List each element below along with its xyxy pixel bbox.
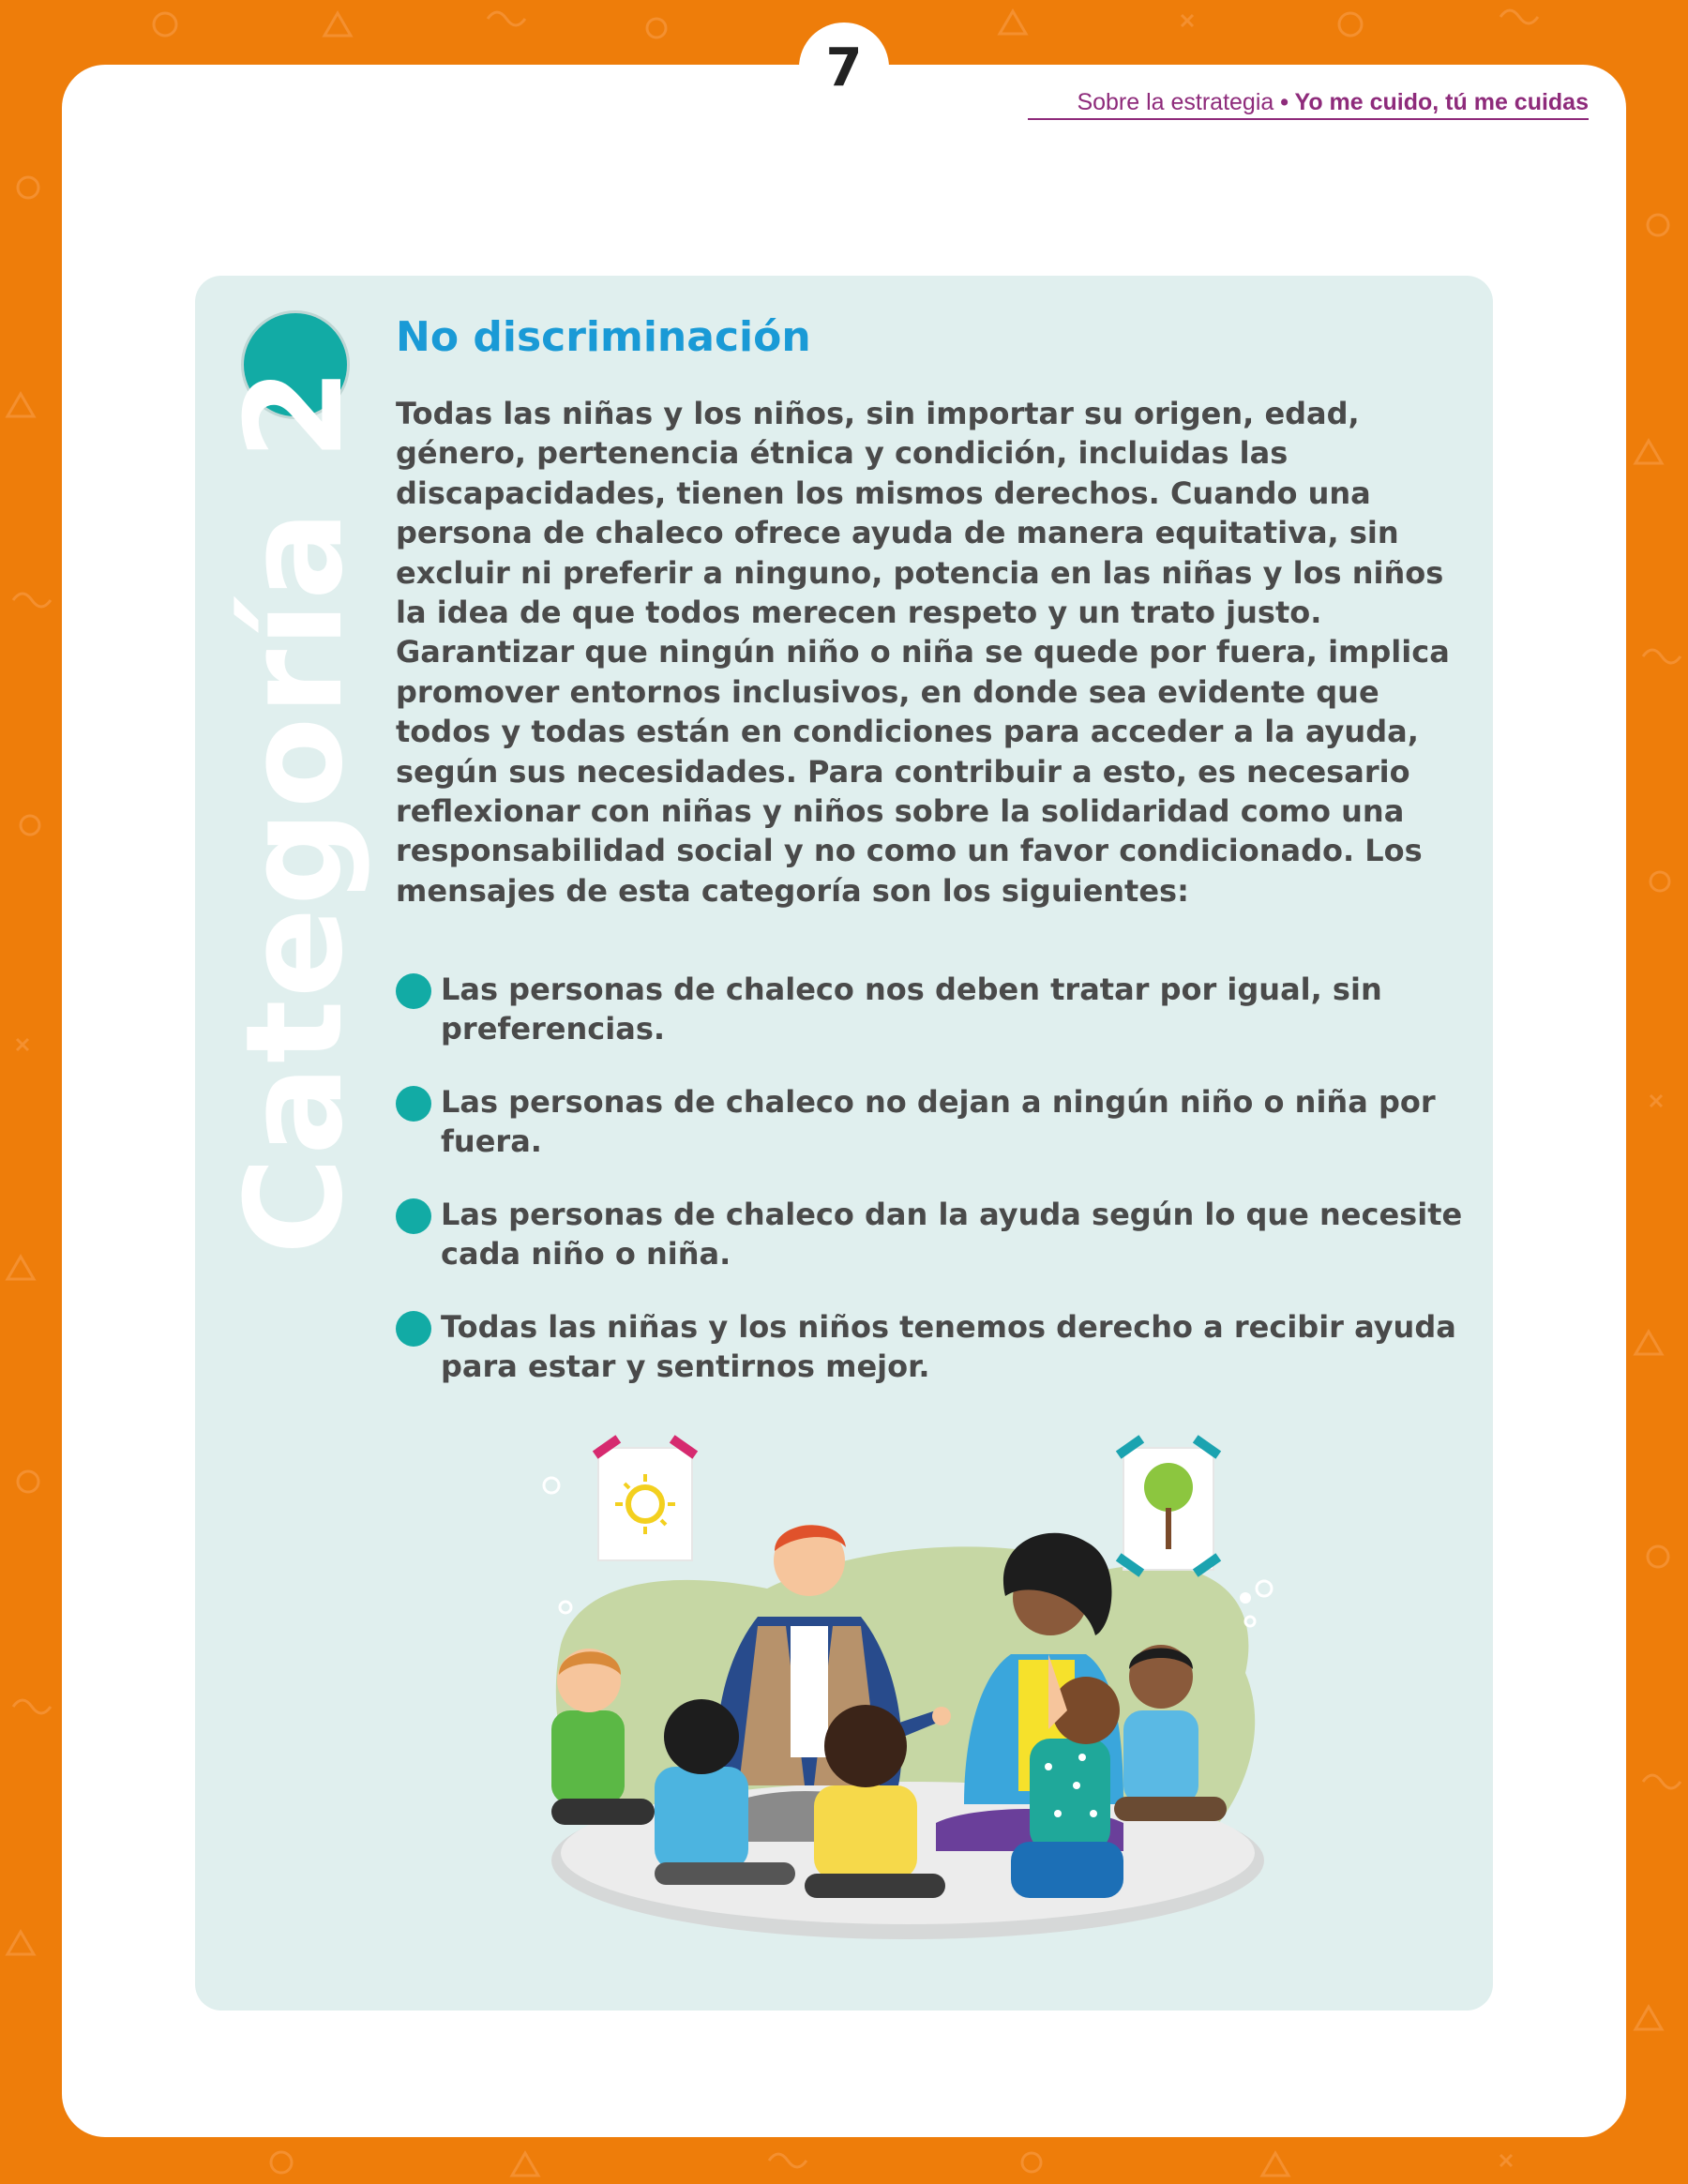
header-rule [1028,118,1589,120]
section-title: No discriminación [396,313,811,361]
message-item [396,1307,1474,1420]
message-item [396,1195,1474,1307]
header-title: Yo me cuido, tú me cuidas [1294,89,1589,115]
message-list [396,970,1474,1420]
group-illustration [523,1429,1292,1964]
bullet-dot-icon [396,973,431,1009]
message-text: Las personas de chaleco nos deben tratar por igual, sin preferencias. [441,972,1382,1047]
message-text: Todas las niñas y los niños tenemos derecho a recibir ayuda para estar y sentirnos mejor. [441,1309,1456,1384]
intro-paragraph: Todas las niñas y los niños, sin importar su origen, edad, género, pertenencia étnica y condición, incluidas las discapacidades, tienen los mismos derechos. Cuando una persona de chaleco ofrece ayuda de manera equitativa, sin excluir ni preferir a ninguno, potencia en las niñas y los niños la idea de que todos merecen respeto y un trato justo. Garantizar que ningún niño o niña se quede por fuera, implica promover entornos inclusivos, en donde sea evidente que todos y todas están en condiciones para acceder a la ayuda, según sus necesidades. Para contribuir a esto, es necesario reflexionar con niñas y niños sobre la solidaridad como una responsabilidad social y no como un favor condicionado. Los mensajes de esta categoría son los siguientes: [396,396,1450,909]
bullet-dot-icon [396,1086,431,1122]
header-section: Sobre la estrategia [1077,89,1274,115]
running-header [1077,86,1589,118]
sun-drawing [593,1435,698,1560]
message-item [396,970,1474,1082]
bullet-dot-icon [396,1198,431,1234]
header-separator: • [1274,89,1295,115]
message-item [396,1082,1474,1195]
bullet-dot-icon [396,1311,431,1347]
category-card [195,276,1493,2011]
message-text: Las personas de chaleco no dejan a ningún niño o niña por fuera. [441,1084,1436,1159]
page-number: 7 [825,38,863,98]
tree-drawing [1116,1435,1221,1576]
message-text: Las personas de chaleco dan la ayuda según lo que necesite cada niño o niña. [441,1197,1463,1272]
category-label: Categoría 2 [218,365,372,1256]
